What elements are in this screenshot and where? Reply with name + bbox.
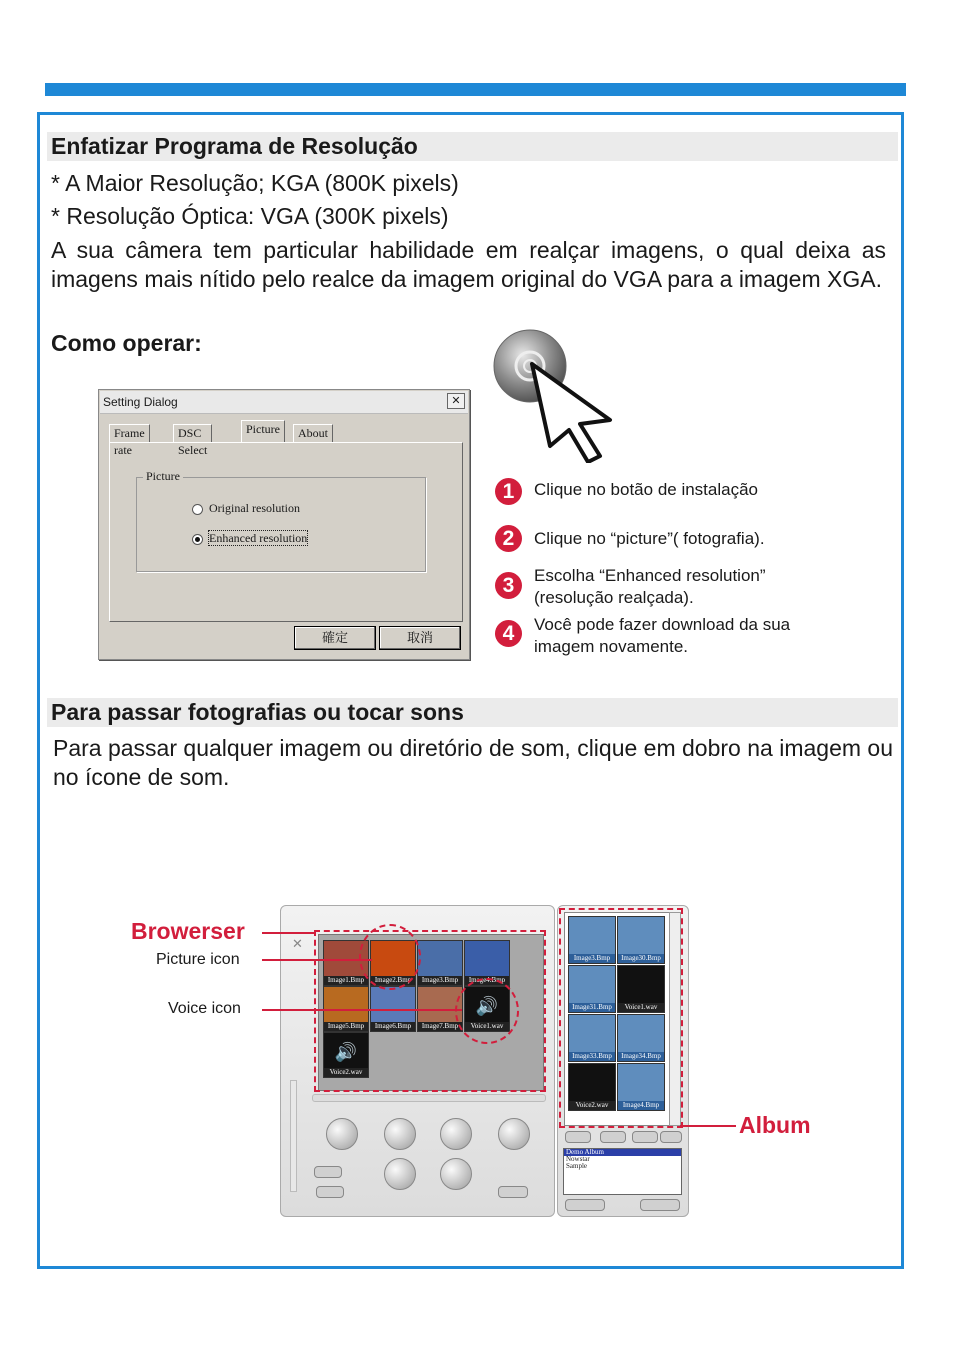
playback-paragraph: Para passar qualquer imagem ou diretório de som, clique em dobro na imagem ou no ícone de som. <box>53 735 893 790</box>
thumb-caption: Image3.Bmp <box>569 954 615 963</box>
thumb-caption: Image3.Bmp <box>418 976 462 985</box>
step-text-4: Você pode fazer download da sua imagem novamente. <box>534 615 791 656</box>
picture-panel <box>109 442 463 622</box>
tab-picture[interactable]: Picture <box>241 420 285 442</box>
thumb-caption: Image7.Bmp <box>418 1022 462 1031</box>
cursor-arrow-icon <box>532 364 610 462</box>
thumb-caption: Image1.Bmp <box>324 976 368 985</box>
voice-icon-highlight <box>455 978 519 1044</box>
thumb-caption: Voice1.wav <box>465 1022 509 1031</box>
thumb-caption: Voice2.wav <box>324 1068 368 1077</box>
resolution-paragraph: A sua câmera tem particular habilidade em realçar imagens, o qual deixa as imagens mais nítido pelo realce da imagem original do VGA para a imagem XGA. <box>51 237 886 292</box>
step-number-1: 1 <box>495 478 522 505</box>
thumb-caption: Image5.Bmp <box>324 1022 368 1031</box>
album-tool-button[interactable] <box>660 1131 682 1143</box>
section-heading-resolution: Enfatizar Programa de Resolução <box>47 132 898 161</box>
picture-icon-highlight <box>359 924 421 990</box>
setup-button-with-cursor <box>492 328 642 463</box>
step-text-1: Clique no botão de instalação <box>534 480 758 499</box>
bullet-max-resolution: * A Maior Resolução; KGA (800K pixels) <box>51 170 459 196</box>
cancel-button[interactable]: 取消 <box>379 626 461 650</box>
small-control-button[interactable] <box>316 1186 344 1198</box>
play-button[interactable] <box>440 1118 472 1150</box>
album-tool-button[interactable] <box>632 1131 658 1143</box>
step-number-2: 2 <box>495 525 522 552</box>
voice-icon-label: Voice icon <box>168 1000 241 1017</box>
radio-original-resolution[interactable] <box>192 500 300 516</box>
tab-dsc-select[interactable]: DSC Select <box>173 424 212 442</box>
progress-track[interactable] <box>312 1094 546 1102</box>
album-tool-button[interactable] <box>565 1131 591 1143</box>
album-list-item[interactable]: Sample <box>566 1162 587 1170</box>
thumb-caption: Image6.Bmp <box>371 1022 415 1031</box>
album-callout-line <box>680 1125 736 1127</box>
radio-dot-icon <box>192 504 203 515</box>
radio-dot-selected-icon <box>192 534 203 545</box>
thumb-caption: Image4.Bmp <box>618 1101 664 1110</box>
group-label: Picture <box>143 469 183 484</box>
bullet-optical-resolution: * Resolução Óptica: VGA (300K pixels) <box>51 203 449 229</box>
album-list-item[interactable]: Nowstar <box>566 1155 590 1163</box>
album-delete-button[interactable] <box>640 1199 680 1211</box>
rewind-button[interactable] <box>498 1118 530 1150</box>
thumb-caption: Image34.Bmp <box>618 1052 664 1061</box>
album-tool-button[interactable] <box>600 1131 626 1143</box>
voice-icon-callout-line <box>262 1009 462 1011</box>
step-text-3: Escolha “Enhanced resolution” (resolução realçada). <box>534 566 766 607</box>
how-to-heading: Como operar: <box>51 330 202 356</box>
picture-icon-label: Picture icon <box>156 951 240 968</box>
section-heading-playback: Para passar fotografias ou tocar sons <box>47 698 898 727</box>
tab-about[interactable]: About <box>293 424 333 442</box>
browser-callout-line <box>262 932 314 934</box>
step-number-4: 4 <box>495 620 522 647</box>
thumb-caption: Image4.Bmp <box>465 976 509 985</box>
thumb-caption: Image30.Bmp <box>618 954 664 963</box>
volume-slider[interactable] <box>290 1080 297 1192</box>
picture-group <box>136 469 426 572</box>
dialog-title: Setting Dialog <box>100 391 468 414</box>
slideshow-button[interactable] <box>326 1118 358 1150</box>
thumb-caption: Voice2.wav <box>569 1101 615 1110</box>
step-number-3: 3 <box>495 572 522 599</box>
album-list[interactable] <box>563 1148 682 1195</box>
stop-button[interactable] <box>384 1118 416 1150</box>
close-icon[interactable]: ✕ <box>292 936 303 951</box>
small-control-button[interactable] <box>498 1186 528 1198</box>
album-add-button[interactable] <box>565 1199 605 1211</box>
close-icon[interactable]: ✕ <box>447 393 465 409</box>
step-text-2: Clique no “picture”( fotografia). <box>534 529 765 548</box>
zoom-button[interactable] <box>314 1166 342 1178</box>
tab-frame-rate[interactable]: Frame rate <box>109 424 150 442</box>
radio-label: Original resolution <box>209 501 300 515</box>
album-label: Album <box>739 1112 811 1138</box>
radio-label: Enhanced resolution <box>209 531 308 545</box>
speaker-ear-icon: 🔊 <box>334 1042 358 1062</box>
thumb-caption: Image2.Bmp <box>371 976 415 985</box>
thumb-caption: Image31.Bmp <box>569 1003 615 1012</box>
thumb-caption: Voice1.wav <box>618 1003 664 1012</box>
download-button[interactable] <box>440 1158 472 1190</box>
thumb-caption: Image33.Bmp <box>569 1052 615 1061</box>
picture-icon-callout-line <box>262 959 372 961</box>
speaker-ear-icon: 🔊 <box>475 996 499 1016</box>
setting-dialog <box>98 389 470 660</box>
radio-enhanced-resolution[interactable] <box>192 530 307 546</box>
setup-button[interactable] <box>384 1158 416 1190</box>
ok-button[interactable]: 確定 <box>294 626 376 650</box>
top-color-bar <box>45 83 906 96</box>
album-list-item[interactable]: Demo Album <box>564 1149 681 1156</box>
browser-label: Browerser <box>131 918 245 944</box>
album-highlight <box>559 908 683 1128</box>
